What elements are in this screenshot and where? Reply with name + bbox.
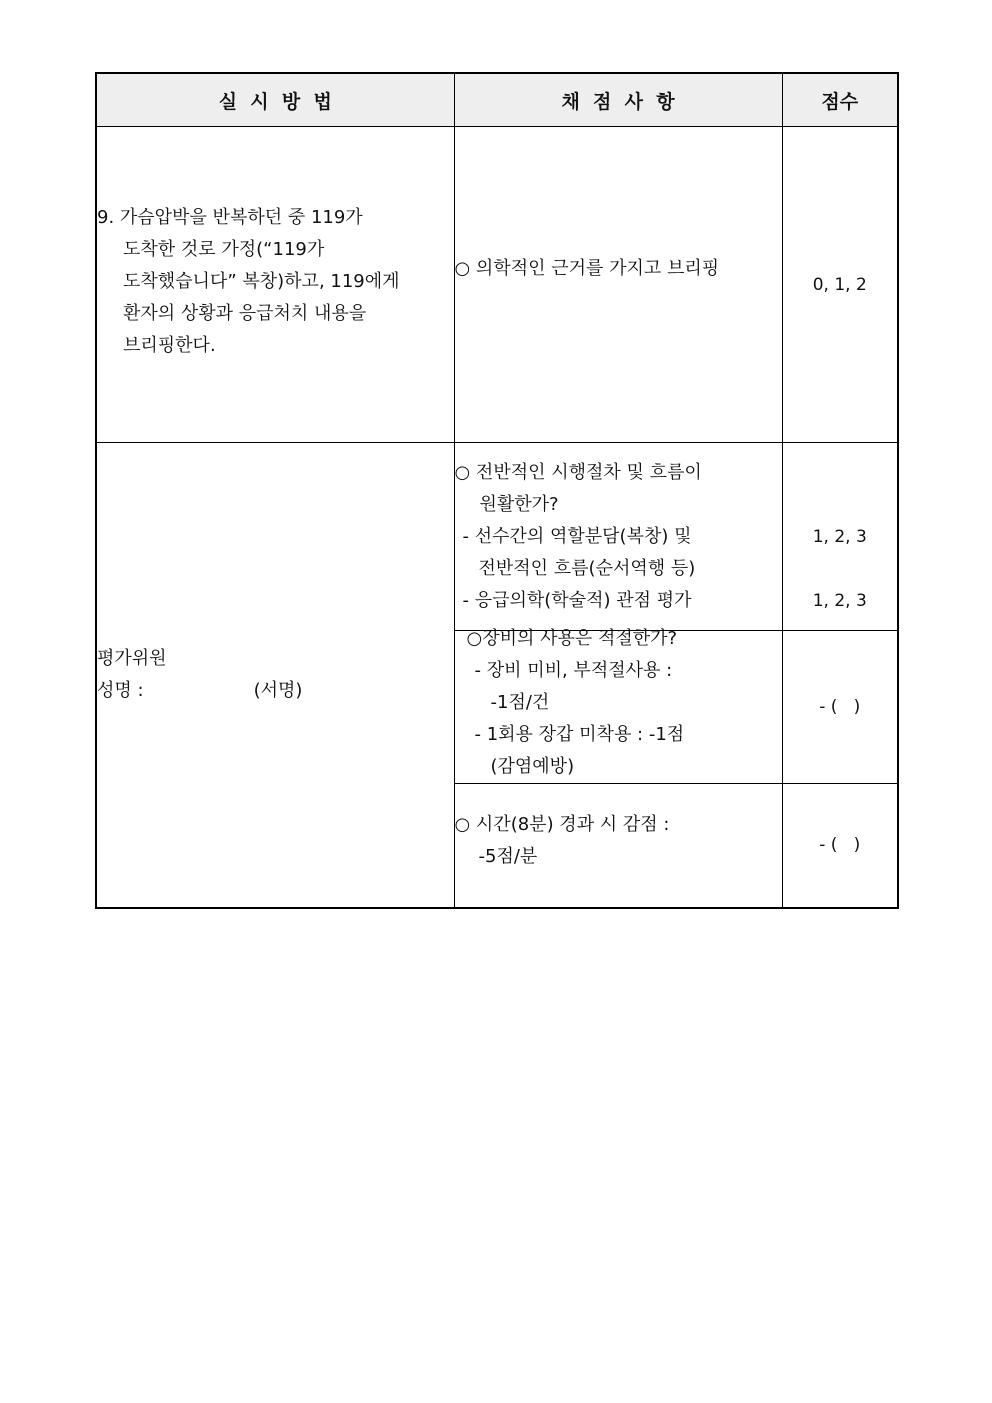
header-criteria: 채 점 사 항 bbox=[454, 73, 782, 127]
criteria-cell bbox=[454, 127, 782, 443]
method-line: 브리핑한다. bbox=[123, 334, 216, 356]
score-cell: 0, 1, 2 bbox=[782, 127, 898, 443]
criterion-line: -1점/건 bbox=[490, 692, 550, 713]
criterion-line: 전반적인 흐름(순서역행 등) bbox=[478, 557, 696, 579]
criterion-line: - 1회용 장갑 미착용 : -1점 bbox=[474, 724, 685, 745]
criteria-cell bbox=[454, 784, 782, 908]
method-line: 도착한 것로 가정(“119가 bbox=[123, 238, 325, 260]
table-row-briefing bbox=[96, 127, 898, 443]
score-cell: - ( ) bbox=[782, 631, 898, 784]
criterion-line: - 응급의학(학술적) 관점 평가 bbox=[462, 589, 692, 611]
judge-title: 평가위원 bbox=[97, 647, 167, 669]
method-line: 9. 가슴압박을 반복하던 중 119가 bbox=[97, 206, 363, 228]
header-row bbox=[96, 73, 898, 127]
evaluation-table bbox=[95, 72, 899, 909]
criterion-line: ○장비의 사용은 적절한가? bbox=[466, 628, 678, 649]
criterion-line: ○ 시간(8분) 경과 시 감점 : bbox=[454, 814, 670, 836]
criterion-line: ○ 의학적인 근거를 가지고 브리핑 bbox=[454, 257, 720, 279]
method-cell bbox=[96, 127, 454, 443]
score-value: 1, 2, 3 bbox=[812, 526, 867, 547]
score-cell: - ( ) bbox=[782, 784, 898, 908]
criteria-cell bbox=[454, 443, 782, 631]
criterion-line: -5점/분 bbox=[478, 846, 538, 868]
criterion-line: ○ 전반적인 시행절차 및 흐름이 bbox=[454, 461, 702, 483]
method-line: 도착했습니다” 복창)하고, 119에게 bbox=[123, 270, 400, 292]
criteria-cell bbox=[454, 628, 782, 784]
table-row-flow bbox=[96, 443, 898, 631]
sign-label: (서명) bbox=[253, 679, 303, 701]
name-label: 성명 : bbox=[97, 679, 144, 701]
criterion-line: - 장비 미비, 부적절사용 : bbox=[474, 660, 673, 681]
header-method: 실 시 방 법 bbox=[96, 73, 454, 127]
score-cell bbox=[782, 443, 898, 631]
method-line: 환자의 상황과 응급처치 내용을 bbox=[123, 302, 367, 324]
criterion-line: - 선수간의 역할분담(복창) 및 bbox=[462, 525, 692, 547]
criterion-line: (감염예방) bbox=[490, 756, 575, 777]
header-score: 점수 bbox=[782, 73, 898, 127]
judge-name-line bbox=[97, 675, 454, 707]
score-value: 1, 2, 3 bbox=[812, 590, 867, 611]
criterion-line: 원활한가? bbox=[479, 493, 559, 515]
judge-cell bbox=[96, 443, 454, 908]
